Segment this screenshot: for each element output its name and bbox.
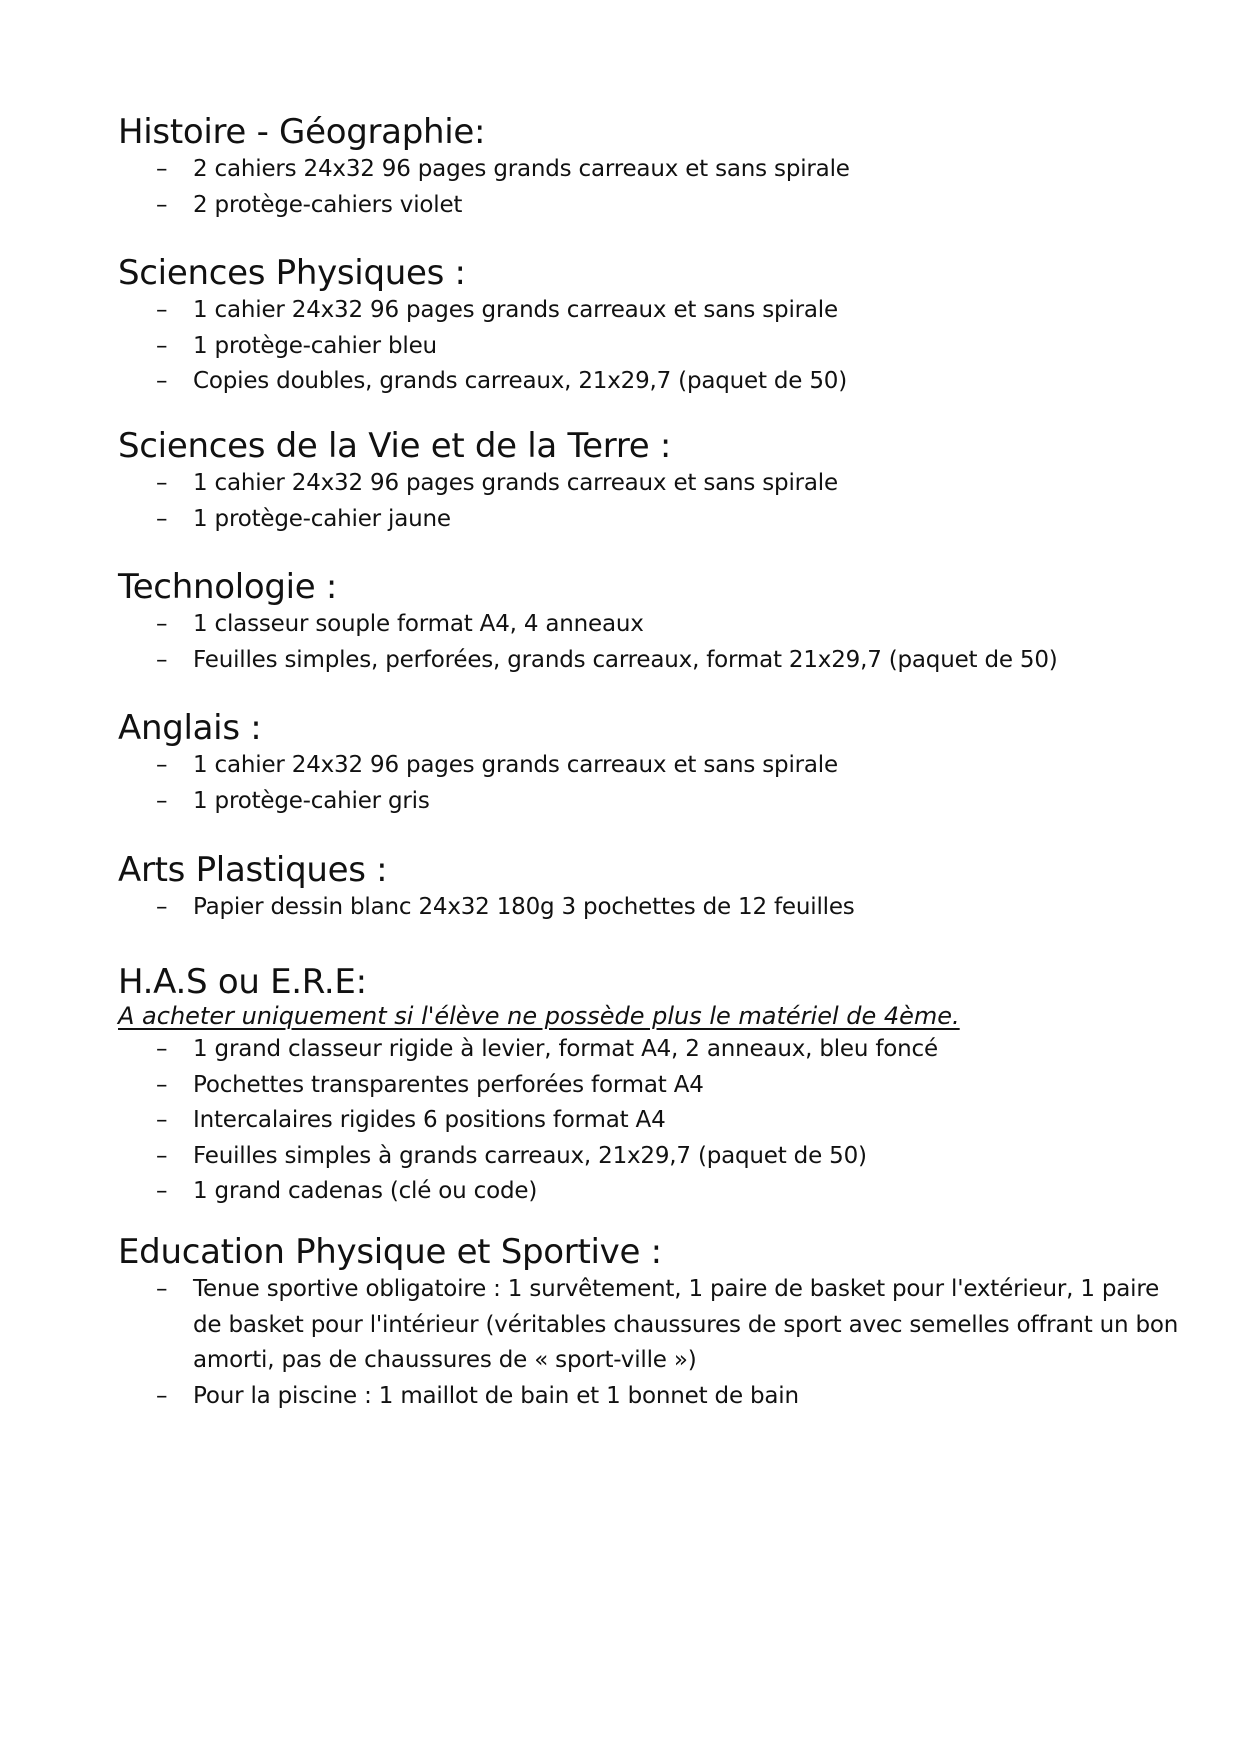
list-item: – 1 classeur souple format A4, 4 anneaux [118, 607, 1198, 643]
list-item: – Pochettes transparentes perforées format A4 [118, 1068, 1198, 1104]
item-list [118, 1272, 1198, 1414]
bullet-dash: – [156, 611, 168, 637]
list-item: – 2 protège-cahiers violet [118, 188, 1198, 224]
section-eps [118, 1232, 1198, 1414]
item-list [118, 466, 1198, 537]
section-heading: Histoire - Géographie: [118, 112, 486, 152]
bullet-dash: – [156, 787, 168, 814]
bullet-dash: – [156, 1382, 168, 1409]
purchase-note: A acheter uniquement si l'élève ne possède plus le matériel de 4ème. [118, 1002, 960, 1030]
bullet-dash: – [156, 1071, 168, 1098]
list-item: – Feuilles simples, perforées, grands carreaux, format 21x29,7 (paquet de 50) [118, 643, 1198, 679]
bullet-dash: – [156, 332, 168, 359]
section-heading: Education Physique et Sportive : [118, 1232, 662, 1272]
item-list [118, 748, 1198, 819]
section-has-ere [118, 962, 1198, 1210]
item-list [118, 607, 1198, 678]
item-list [118, 1032, 1198, 1210]
section-heading: H.A.S ou E.R.E: [118, 962, 367, 1002]
bullet-dash: – [156, 1036, 168, 1062]
bullet-dash: – [156, 368, 168, 394]
bullet-dash: – [156, 297, 168, 323]
bullet-dash: – [156, 191, 168, 218]
bullet-dash: – [156, 505, 168, 532]
item-list [118, 152, 1198, 223]
list-item: – 1 protège-cahier jaune [118, 502, 1198, 538]
section-heading: Arts Plastiques : [118, 850, 388, 890]
list-item: – 1 grand cadenas (clé ou code) [118, 1174, 1198, 1210]
bullet-dash: – [156, 156, 168, 182]
list-item: – Intercalaires rigides 6 positions format A4 [118, 1103, 1198, 1139]
bullet-dash: – [156, 1178, 168, 1204]
item-list [118, 293, 1198, 400]
section-svt [118, 426, 1198, 537]
list-item: – Tenue sportive obligatoire : 1 survêtement, 1 paire de basket pour l'extérieur, 1 paire de basket pour l'intérieur (véritables chaussures de sport avec semelles offrant un bon amorti, pas de chaussures de « sport-ville ») [118, 1272, 1193, 1379]
section-heading: Technologie : [118, 567, 338, 607]
section-heading: Anglais : [118, 708, 262, 748]
list-item: – 1 cahier 24x32 96 pages grands carreaux et sans spirale [118, 748, 1198, 784]
list-item: – 2 cahiers 24x32 96 pages grands carreaux et sans spirale [118, 152, 1198, 188]
list-item: – 1 cahier 24x32 96 pages grands carreaux et sans spirale [118, 466, 1198, 502]
bullet-dash: – [156, 1107, 168, 1133]
list-item: – 1 grand classeur rigide à levier, format A4, 2 anneaux, bleu foncé [118, 1032, 1198, 1068]
bullet-dash: – [156, 752, 168, 778]
bullet-dash: – [156, 1142, 168, 1169]
list-item: – Papier dessin blanc 24x32 180g 3 pochettes de 12 feuilles [118, 890, 1198, 926]
section-histoire-geographie [118, 112, 1198, 223]
item-list [118, 890, 1198, 926]
section-sciences-physiques [118, 253, 1198, 400]
bullet-dash: – [156, 646, 168, 673]
list-item: – 1 cahier 24x32 96 pages grands carreaux et sans spirale [118, 293, 1198, 329]
section-heading: Sciences Physiques : [118, 253, 466, 293]
list-item: – Feuilles simples à grands carreaux, 21x29,7 (paquet de 50) [118, 1139, 1198, 1175]
section-heading: Sciences de la Vie et de la Terre : [118, 426, 672, 466]
list-item: – 1 protège-cahier gris [118, 784, 1198, 820]
section-anglais [118, 708, 1198, 819]
section-arts-plastiques [118, 850, 1198, 926]
bullet-dash: – [156, 1276, 168, 1302]
bullet-dash: – [156, 470, 168, 496]
list-item: – 1 protège-cahier bleu [118, 329, 1198, 365]
section-technologie [118, 567, 1198, 678]
list-item: – Pour la piscine : 1 maillot de bain et 1 bonnet de bain [118, 1379, 1198, 1415]
bullet-dash: – [156, 894, 168, 920]
list-item: – Copies doubles, grands carreaux, 21x29,7 (paquet de 50) [118, 364, 1198, 400]
